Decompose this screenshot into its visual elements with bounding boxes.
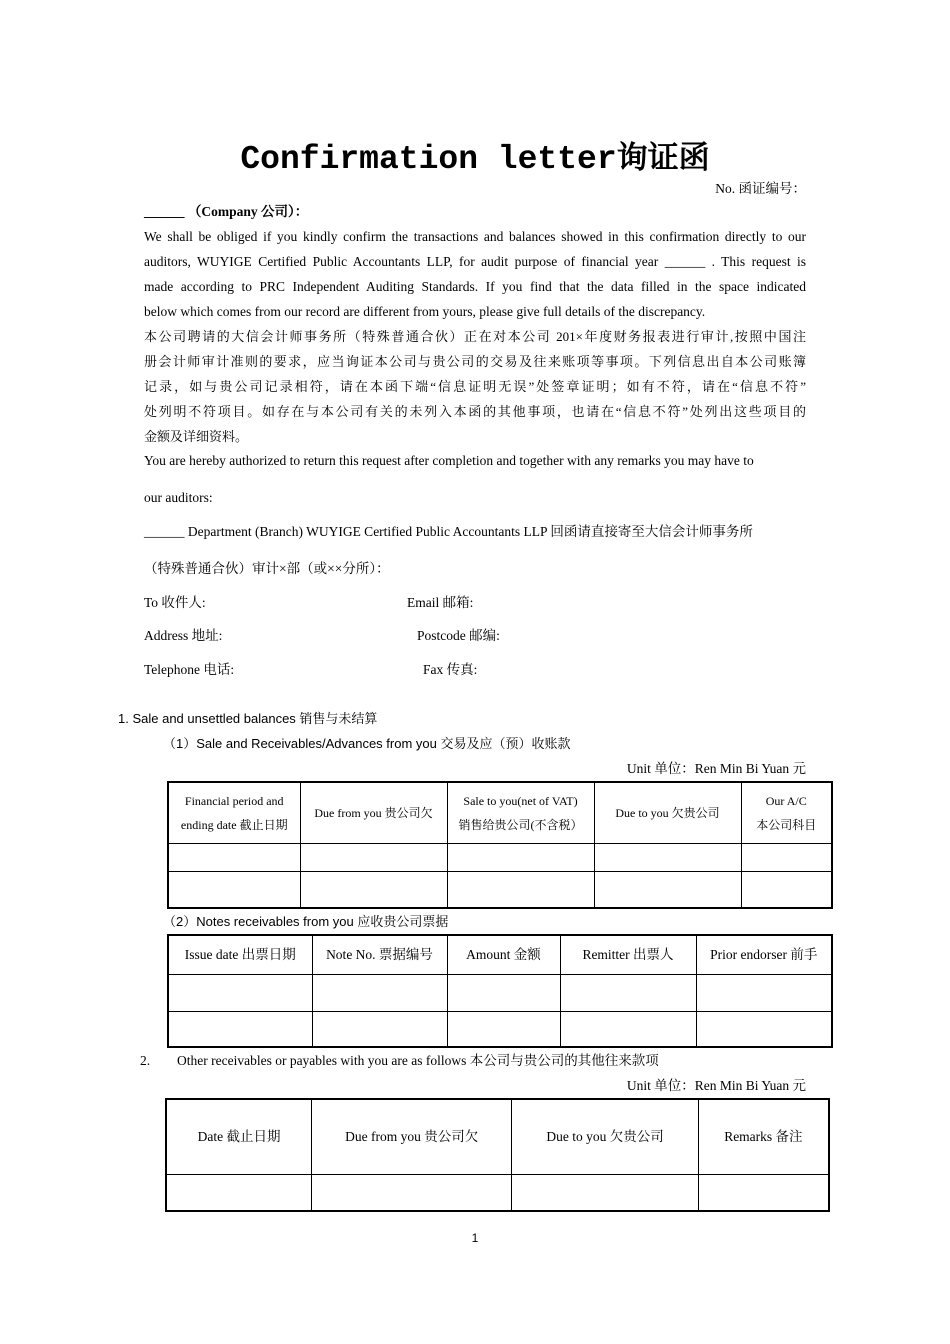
table-header-cell: Due from you 贵公司欠 xyxy=(312,1099,512,1174)
header-line: ending date 截止日期 xyxy=(180,817,288,832)
table-cell[interactable] xyxy=(594,843,741,871)
header-line: 本公司科目 xyxy=(756,817,817,832)
title-en: Confirmation letter xyxy=(240,141,617,178)
table-cell[interactable] xyxy=(312,1174,512,1211)
department-line-2: （特殊普通合伙）审计×部（或××分所）： xyxy=(144,561,390,576)
intro-en-line: below which comes from our record are different from yours, please give full details of the discrepancy. xyxy=(144,304,706,319)
table-cell[interactable] xyxy=(300,871,447,908)
table-header-cell xyxy=(300,782,447,843)
header-line: Due from you 贵公司欠 xyxy=(314,805,433,820)
table-cell[interactable] xyxy=(168,974,312,1011)
table-cell[interactable] xyxy=(447,843,594,871)
intro-cn-line: 记录，如与贵公司记录相符，请在本函下端“信息证明无误”处签章证明；如有不符，请在“信息不符” xyxy=(144,379,806,394)
table-cell[interactable] xyxy=(312,1011,447,1047)
fax-label: Fax 传真: xyxy=(423,662,478,677)
authorize-line-1: You are hereby authorized to return this request after completion and together with any remarks you may have to xyxy=(144,453,754,468)
table-cell[interactable] xyxy=(560,974,696,1011)
section-1-sub-2: （2）Notes receivables from you 应收贵公司票据 xyxy=(163,914,449,929)
table-cell[interactable] xyxy=(168,1011,312,1047)
header-line: Sale to you(net of VAT) xyxy=(463,793,578,808)
table-header-cell: Prior endorser 前手 xyxy=(696,935,832,974)
department-line-1: ______ Department (Branch) WUYIGE Certified Public Accountants LLP 回函请直接寄至大信会计师事务所 xyxy=(144,524,753,539)
table-header-cell: Note No. 票据编号 xyxy=(312,935,447,974)
document-title xyxy=(0,132,950,178)
table-row xyxy=(166,1174,829,1211)
salutation: ______ （Company 公司）： xyxy=(144,204,309,219)
page-number: 1 xyxy=(471,1231,479,1245)
section-2-number: 2. xyxy=(140,1053,151,1068)
table-cell[interactable] xyxy=(594,871,741,908)
intro-en-paragraph xyxy=(144,224,806,324)
table-row xyxy=(168,843,832,871)
table-cell[interactable] xyxy=(300,843,447,871)
table-cell[interactable] xyxy=(447,871,594,908)
table-row xyxy=(168,1011,832,1047)
table-header-cell: Due to you 欠贵公司 xyxy=(512,1099,698,1174)
table-header-cell xyxy=(594,782,741,843)
table-header-cell: Amount 金额 xyxy=(447,935,560,974)
section-1-unit: Unit 单位：Ren Min Bi Yuan 元 xyxy=(626,761,806,776)
table-cell[interactable] xyxy=(741,843,832,871)
table-header-cell: Date 截止日期 xyxy=(166,1099,312,1174)
header-line: 销售给贵公司(不含税） xyxy=(458,817,583,832)
table-cell[interactable] xyxy=(168,871,300,908)
table-cell[interactable] xyxy=(512,1174,698,1211)
to-label: To 收件人: xyxy=(144,595,206,610)
telephone-label: Telephone 电话: xyxy=(144,662,235,677)
intro-cn-line: 金额及详细资料。 xyxy=(144,429,249,444)
table-row xyxy=(168,974,832,1011)
notes-receivables-table xyxy=(167,934,833,1048)
table-cell[interactable] xyxy=(696,1011,832,1047)
intro-cn-line: 册会计师审计准则的要求，应当询证本公司与贵公司的交易及往来账项等事项。下列信息出自本公司账簿 xyxy=(144,354,806,369)
header-line: Financial period and xyxy=(184,793,284,808)
table-cell[interactable] xyxy=(447,1011,560,1047)
section-2-heading: Other receivables or payables with you are as follows 本公司与贵公司的其他往来款项 xyxy=(177,1053,659,1068)
intro-cn-line: 本公司聘请的大信会计师事务所（特殊普通合伙）正在对本公司 201×年度财务报表进行审计,按照中国注 xyxy=(144,329,806,344)
email-label: Email 邮箱: xyxy=(407,595,474,610)
intro-en-line: We shall be obliged if you kindly confirm the transactions and balances showed in this confirmation directly to our xyxy=(144,229,806,244)
section-1-heading: 1. Sale and unsettled balances 销售与未结算 xyxy=(118,711,378,726)
table-cell[interactable] xyxy=(698,1174,829,1211)
address-label: Address 地址: xyxy=(144,628,223,643)
table-header-cell: Remarks 备注 xyxy=(698,1099,829,1174)
section-1-sub-1: （1）Sale and Receivables/Advances from you 交易及应（预）收账款 xyxy=(163,736,571,751)
intro-en-line: auditors, WUYIGE Certified Public Accountants LLP, for audit purpose of financial year ______ . This request is xyxy=(144,254,806,269)
table-header-cell xyxy=(168,782,300,843)
table-cell[interactable] xyxy=(447,974,560,1011)
table-cell[interactable] xyxy=(312,974,447,1011)
table-row xyxy=(168,871,832,908)
title-cn: 询证函 xyxy=(616,140,710,176)
intro-cn-paragraph xyxy=(144,324,806,449)
table-header-cell: Issue date 出票日期 xyxy=(168,935,312,974)
sale-receivables-table xyxy=(167,781,833,909)
table-cell[interactable] xyxy=(696,974,832,1011)
table-cell[interactable] xyxy=(166,1174,312,1211)
table-header-cell: Remitter 出票人 xyxy=(560,935,696,974)
postcode-label: Postcode 邮编: xyxy=(417,628,500,643)
table-header-cell xyxy=(447,782,594,843)
header-line: Our A/C xyxy=(765,793,807,808)
letter-number: No. 函证编号： xyxy=(715,181,806,196)
table-header-cell xyxy=(741,782,832,843)
table-cell[interactable] xyxy=(741,871,832,908)
intro-cn-line: 处列明不符项目。如存在与本公司有关的未列入本函的其他事项，也请在“信息不符”处列出这些项目的 xyxy=(144,404,806,419)
intro-en-line: made according to PRC Independent Auditing Standards. If you find that the data filled in the space indicated xyxy=(144,279,806,294)
authorize-line-2: our auditors: xyxy=(144,490,213,505)
other-receivables-payables-table xyxy=(165,1098,830,1212)
table-cell[interactable] xyxy=(560,1011,696,1047)
section-2-unit: Unit 单位：Ren Min Bi Yuan 元 xyxy=(626,1078,806,1093)
header-line: Due to you 欠贵公司 xyxy=(615,805,720,820)
table-cell[interactable] xyxy=(168,843,300,871)
